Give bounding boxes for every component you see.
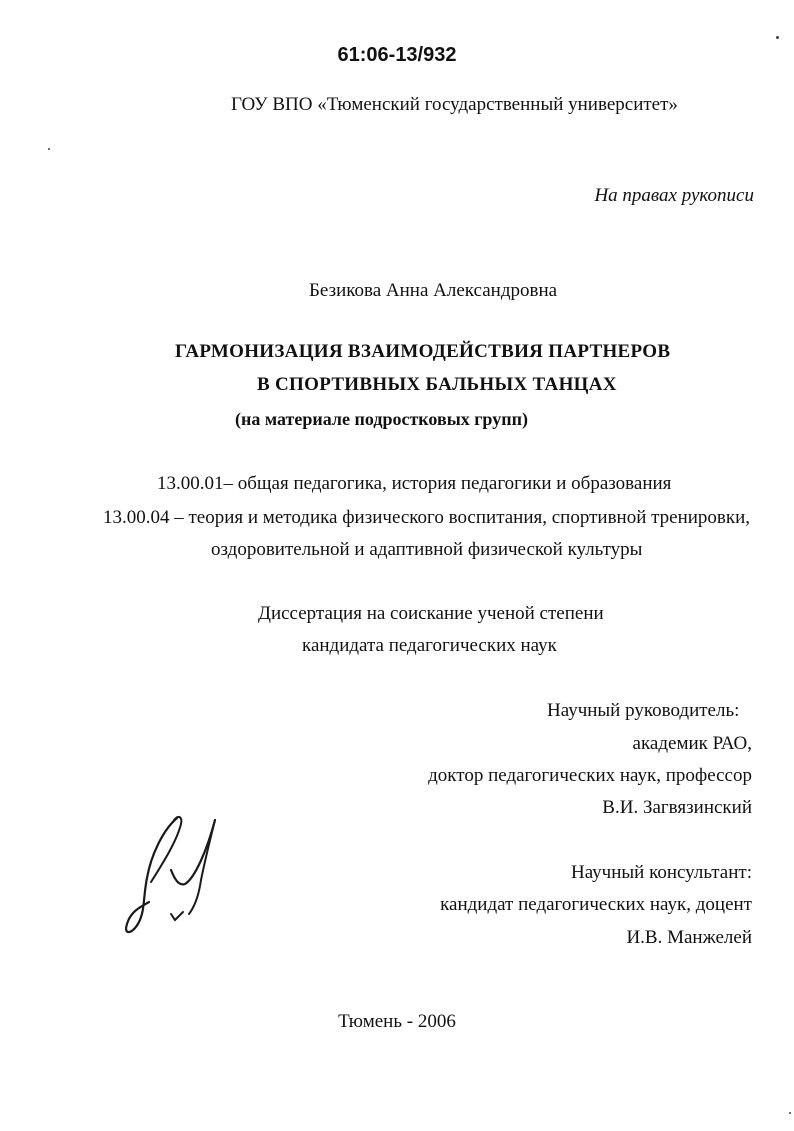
degree-line-2: кандидата педагогических наук — [302, 635, 557, 656]
handwritten-signature — [115, 810, 230, 945]
institution-name: ГОУ ВПО «Тюменский государственный университет» — [231, 94, 678, 115]
archive-code: 61:06-13/932 — [337, 44, 457, 66]
scan-speck — [789, 1112, 791, 1114]
supervisor-name: В.И. Загвязинский — [602, 797, 752, 818]
supervisor-label: Научный руководитель: — [547, 700, 740, 721]
specialty-line-2: 13.00.04 – теория и методика физического воспитания, спортивной тренировки, — [103, 507, 751, 528]
scan-speck — [776, 36, 779, 39]
supervisor-degree: доктор педагогических наук, профессор — [428, 765, 752, 786]
degree-line-1: Диссертация на соискание ученой степени — [258, 603, 604, 624]
specialty-line-1: 13.00.01– общая педагогика, история педагогики и образования — [157, 473, 672, 494]
specialty-line-3: оздоровительной и адаптивной физической культуры — [211, 539, 643, 560]
dissertation-title-line-2: В СПОРТИВНЫХ БАЛЬНЫХ ТАНЦАХ — [257, 374, 617, 395]
consultant-name: И.В. Манжелей — [626, 927, 752, 948]
dissertation-title-line-1: ГАРМОНИЗАЦИЯ ВЗАИМОДЕЙСТВИЯ ПАРТНЕРОВ — [175, 341, 671, 362]
scan-speck — [48, 148, 50, 150]
place-year: Тюмень - 2006 — [338, 1011, 456, 1032]
consultant-degree: кандидат педагогических наук, доцент — [440, 894, 752, 915]
manuscript-note: На правах рукописи — [594, 185, 754, 206]
dissertation-title-note: (на материале подростковых групп) — [235, 409, 528, 429]
author-name: Безикова Анна Александровна — [309, 280, 558, 301]
supervisor-rank: академик РАО, — [632, 733, 752, 754]
consultant-label: Научный консультант: — [570, 862, 752, 883]
